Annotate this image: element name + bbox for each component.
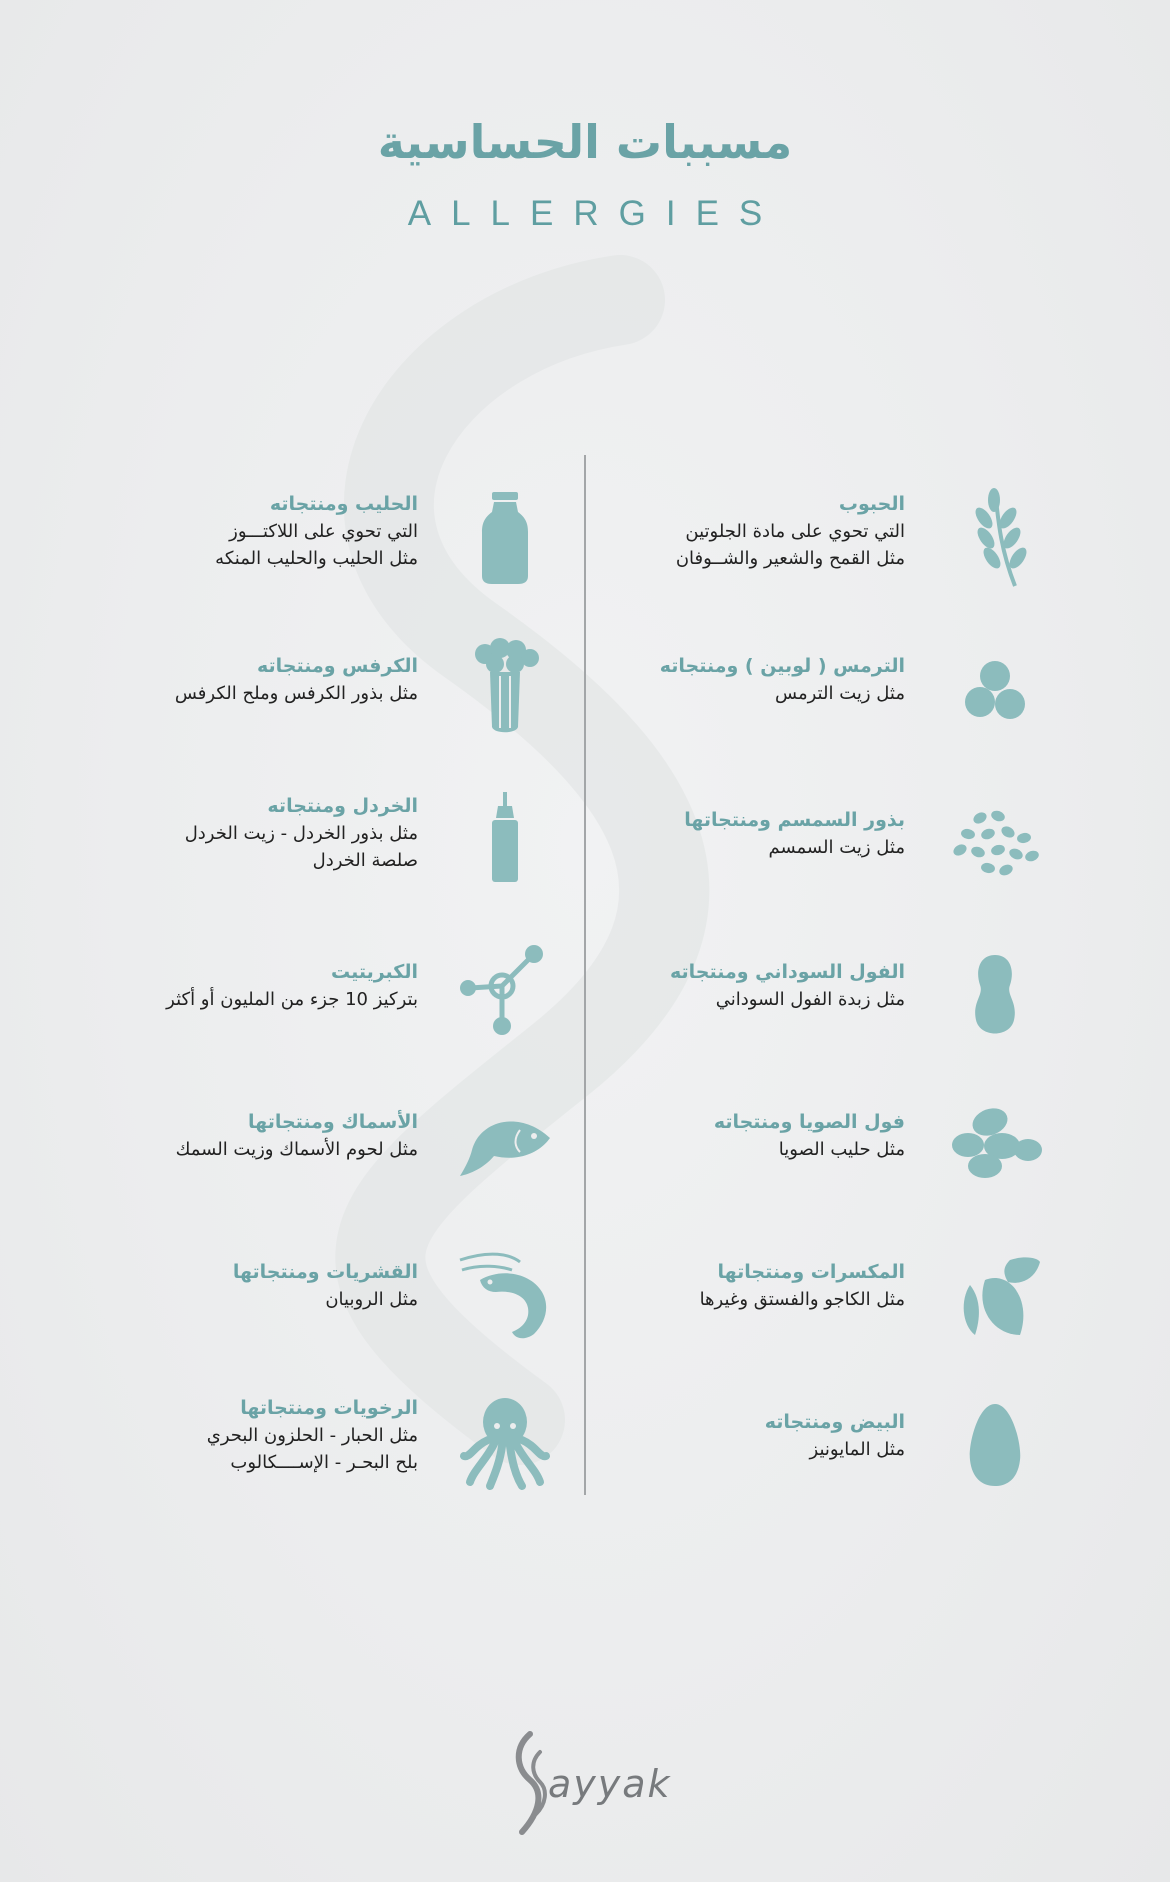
allergen-item-nuts [600,1230,1050,1350]
header [0,112,1170,234]
allergen-item-lupin [600,628,1050,748]
item-title: الترمس ( لوبين ) ومنتجاته [659,655,905,677]
item-title: الكرفس ومنتجاته [257,655,418,677]
peanut-icon [940,940,1050,1050]
item-description: مثل الحليب والحليب المنكه [215,548,418,569]
item-description: مثل زبدة الفول السوداني [715,989,905,1010]
celery-icon [450,632,560,742]
item-description: مثل بذور الخردل - زيت الخردل [184,823,418,844]
item-title: القشريات ومنتجاتها [232,1261,418,1283]
allergen-item-celery [110,628,560,748]
allergen-item-peanut [600,930,1050,1050]
allergen-item-fish [110,1080,560,1200]
item-description: مثل الحبار - الحلزون البحري [206,1425,418,1446]
item-description: مثل زيت السمسم [768,837,905,858]
item-description: مثل حليب الصويا [778,1139,905,1160]
allergen-item-milk [110,478,560,598]
item-title: الحبوب [838,493,905,515]
octopus-icon [450,1386,560,1496]
lupin-icon [940,634,1050,744]
item-title: الكبريتيت [330,961,418,983]
item-title: المكسرات ومنتجاتها [717,1261,905,1283]
brand-logo [500,1728,680,1838]
item-title: البيض ومنتجاته [764,1411,905,1433]
allergen-item-sulphites [110,930,560,1050]
item-title: الفول السوداني ومنتجاته [669,961,905,983]
item-title: الحليب ومنتجاته [269,493,418,515]
item-title: بذور السمسم ومنتجاتها [684,809,905,831]
page-title-arabic: مسببات الحساسية [377,115,793,169]
item-description: مثل بذور الكرفس وملح الكرفس [174,683,418,704]
egg-icon [940,1390,1050,1500]
allergen-item-eggs [600,1380,1050,1500]
item-title: فول الصويا ومنتجاته [713,1111,905,1133]
milk-bottle-icon [450,482,560,592]
item-description: مثل زيت الترمس [775,683,905,704]
item-title: الخردل ومنتجاته [267,795,418,817]
allergen-item-molluscs [110,1380,560,1500]
item-description: بلح البحـر - الإســــكالوب [230,1452,418,1473]
item-description: مثل المايونيز [809,1439,905,1460]
item-description: مثل القمح والشعير والشــوفان [675,548,905,569]
fish-icon [450,1090,560,1200]
allergen-item-crustaceans [110,1230,560,1350]
shrimp-icon [450,1240,560,1350]
allergen-item-sesame [600,778,1050,898]
item-title: الرخويات ومنتجاتها [240,1397,418,1419]
mustard-bottle-icon [450,784,560,894]
item-description: صلصة الخردل [312,850,418,871]
allergen-item-mustard [110,778,560,898]
page-title-english: ALLERGIES [407,194,783,233]
item-description: مثل الكاجو والفستق وغيرها [699,1289,905,1310]
item-description: مثل الروبيان [325,1289,418,1310]
wheat-icon [940,478,1050,588]
sesame-icon [940,788,1050,898]
item-description: التي تحوي على مادة الجلوتين [685,521,905,542]
item-description: مثل لحوم الأسماك وزيت السمك [175,1139,418,1160]
sulphite-molecule-icon [450,936,560,1046]
item-description: التي تحوي على اللاكتـــوز [229,521,418,542]
allergen-item-grains [600,478,1050,598]
column-divider [584,455,586,1495]
item-description: بتركيز 10 جزء من المليون أو أكثر [166,989,418,1010]
brand-name: ayyak [548,1762,672,1806]
soybean-icon [940,1090,1050,1200]
nuts-icon [940,1240,1050,1350]
allergen-item-soy [600,1080,1050,1200]
item-title: الأسماك ومنتجاتها [248,1111,418,1133]
